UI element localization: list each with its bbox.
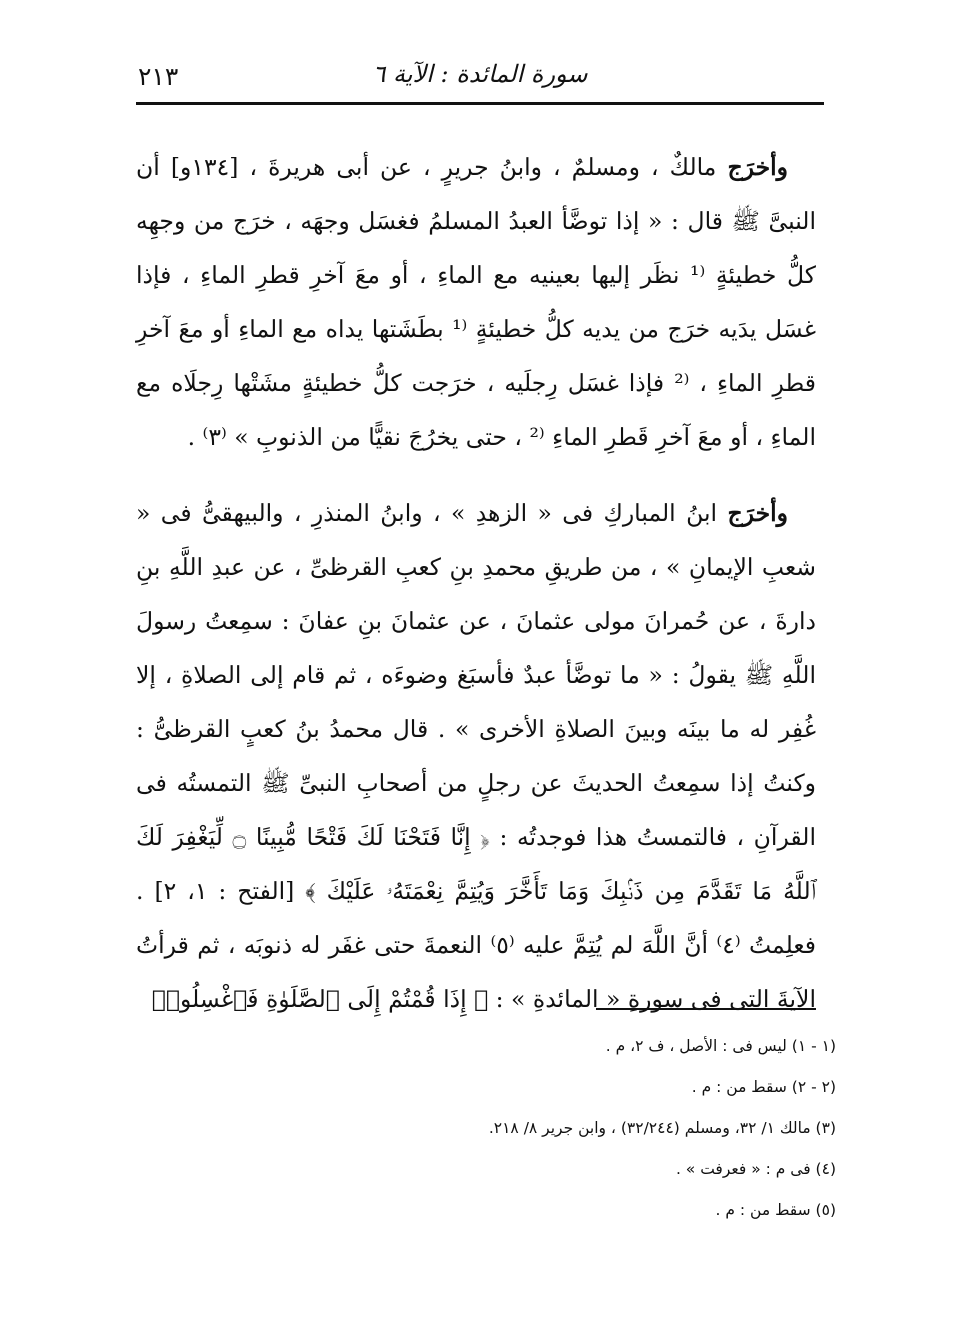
page-number: ٢١٣ — [138, 62, 179, 91]
footnote-item: (٤) فى م : « فعرفت » . — [675, 1160, 836, 1178]
footnote-item: (١ - ١) ليس فى : الأصل ، ف ٢، م . — [605, 1037, 836, 1055]
footnote-item: (٢ - ٢) سقط من : م . — [691, 1078, 836, 1096]
footnote-item: (٥) سقط من : م . — [715, 1201, 836, 1219]
paragraph-lead: وأخرَج — [727, 153, 788, 181]
paragraph-text: ابنُ المباركِ فى « الزهدِ » ، وابنُ المنذرِ ، والبيهقىُّ فى « شعبِ الإيمانِ » ، من طريقِ محمدِ بنِ كعبِ القرظىِّ ، عن عبدِ اللَّهِ بنِ دارةَ ، عن حُمرانَ مولى عثمانَ ، عن عثمانَ بنِ عفانَ : سمِعتُ رسولَ اللَّهِ ﷺ يقولُ : « ما توضَّأ عبدٌ فأسبَغ وضوءَه ، ثم قام إلى الصلاةِ ، إلا غُفِر له ما بينَه وبينَ الصلاةِ الأخرى » . قال محمدُ بنُ كعبٍ القرظىُّ : وكنتُ إذا سمِعتُ الحديثَ عن رجلٍ من أصحابِ النبىِّ ﷺ التمستُه فى القرآنِ ، فالتمستُ هذا فوجدتُه : ﴿ إِنَّا فَتَحْنَا لَكَ فَتْحًا مُّبِينًا ۝ لِّيَغْفِرَ لَكَ ٱللَّهُ مَا تَقَدَّمَ مِن ذَنۢبِكَ وَمَا تَأَخَّرَ وَيُتِمَّ نِعْمَتَهُۥ عَلَيْكَ ﴾ [الفتح : ١، ٢] . فعلِمتُ ⁽٤⁾ أنَّ اللَّهَ لم يُتِمَّ عليه ⁽٥⁾ النعمةَ حتى غفَر له ذنوبَه ، ثم قرأتُ الآيةَ التى فى سورةِ « المائدةِ » : ﴿ إِذَا قُمْتُمْ إِلَى ٱلصَّلَوٰةِ فَٱغْسِلُوا۟ — [136, 499, 817, 1013]
page-header — [138, 56, 822, 102]
paragraph-1 — [136, 140, 816, 464]
footnote-rule — [596, 1008, 816, 1010]
paragraph-text: مالكٌ ، ومسلمٌ ، وابنُ جريرٍ ، عن أبى هريرةَ ، [١٣٤و] أن النبىَّ ﷺ قال : « إذا توضَّأ العبدُ المسلمُ فغسَل وجهَه ، خرَج من وجهِه كلُّ خطيئةٍ ⁽¹ نظَر إليها بعينيه مع الماءِ ، أو معَ آخرِ قطرِ الماءِ ، فإذا غسَل يدَيه خرَج من يديه كلُّ خطيئةٍ ⁽¹ بطَشَتها يداه مع الماءِ أو معَ آخرِ قطرِ الماءِ ، ⁽² فإذا غسَل رِجلَيه ، خرَجت كلُّ خطيئةٍ مشَتْها رِجلَاه مع الماءِ ، أو معَ آخرِ قَطرِ الماءِ ⁽² ، حتى يخرُجَ نقيًّا من الذنوبِ » ⁽٣⁾ . — [136, 153, 817, 451]
paragraph-lead: وأخرَج — [727, 499, 788, 527]
main-text — [136, 140, 816, 1026]
header-rule — [136, 102, 824, 105]
running-head: سورة المائدة : الآية ٦ — [372, 60, 588, 88]
paragraph-2 — [136, 486, 816, 1026]
footnote-item: (٣) مالك ١/ ٣٢، ومسلم (٣٢/٢٤٤) ، وابن جرير ٨/ ٢١٨. — [488, 1119, 836, 1137]
footnotes — [136, 1026, 836, 1231]
